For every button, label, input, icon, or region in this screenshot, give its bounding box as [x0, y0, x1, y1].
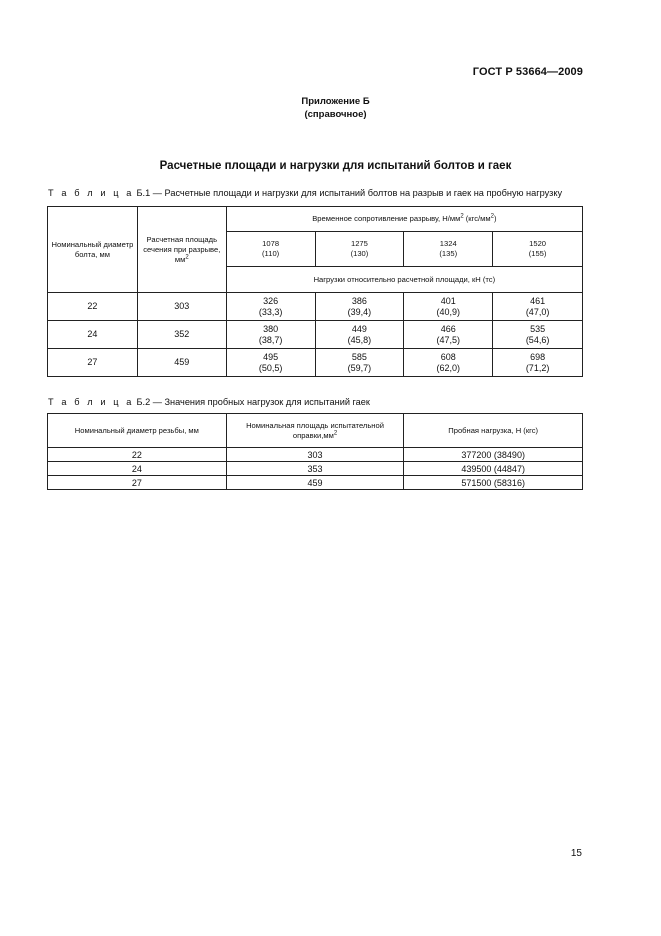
table1-cell-diameter: 24 [48, 321, 138, 349]
table2-header-diameter: Номинальный диаметр резьбы, мм [48, 414, 227, 448]
table1-caption [48, 188, 562, 198]
table-row [48, 476, 583, 490]
table1-cell-load: 608 (62,0) [404, 349, 493, 377]
table1-cell-load: 380 (38,7) [226, 321, 315, 349]
table2-cell-diameter: 24 [48, 462, 227, 476]
table1-cell-load: 495 (50,5) [226, 349, 315, 377]
table1-strength-cell: 1520 (155) [493, 232, 583, 267]
table2-cell-diameter: 27 [48, 476, 227, 490]
table-row [48, 349, 583, 377]
table2-cell-area: 353 [226, 462, 404, 476]
table1-header-strength: Временное сопротивление разрыву, $Н/мм^2$ $(кгс/мм^2)$ [226, 207, 582, 232]
table1-header-area: Расчетная площадь сечения при разрыве, $мм^2$ [137, 207, 226, 293]
table2-caption-prefix: Т а б л и ц а [48, 397, 134, 407]
appendix-heading [0, 95, 661, 121]
table1-cell-diameter: 27 [48, 349, 138, 377]
table2-caption [48, 397, 370, 407]
table2 [47, 413, 583, 490]
table2-header-area: Номинальная площадь испытательной $оправки,мм^2$ [226, 414, 404, 448]
table1-cell-area: 459 [137, 349, 226, 377]
table2-cell-load: 571500 (58316) [404, 476, 583, 490]
table1-caption-prefix: Т а б л и ц а [48, 188, 134, 198]
table1-strength-cell: 1324 (135) [404, 232, 493, 267]
table1-cell-diameter: 22 [48, 293, 138, 321]
table1-cell-load: 461 (47,0) [493, 293, 583, 321]
table1-caption-text: Б.1 — Расчетные площади и нагрузки для испытаний болтов на разрыв и гаек на пробную нагрузку [133, 188, 563, 198]
page-number: 15 [570, 848, 582, 859]
table1-cell-load: 326 (33,3) [226, 293, 315, 321]
table2-cell-load: 377200 (38490) [404, 448, 583, 462]
table-row [48, 448, 583, 462]
appendix-subtitle: (справочное) [304, 109, 367, 120]
table2-cell-area: 459 [226, 476, 404, 490]
table1-cell-area: 352 [137, 321, 226, 349]
table1-cell-load: 466 (47,5) [404, 321, 493, 349]
table1-cell-load: 585 (59,7) [315, 349, 404, 377]
table-row [48, 321, 583, 349]
table2-cell-load: 439500 (44847) [404, 462, 583, 476]
table2-cell-diameter: 22 [48, 448, 227, 462]
table2-cell-area: 303 [226, 448, 404, 462]
appendix-title: Приложение Б [301, 96, 370, 107]
section-title: Расчетные площади и нагрузки для испытаний болтов и гаек [159, 160, 512, 172]
table1-cell-load: 449 (45,8) [315, 321, 404, 349]
table-row [48, 293, 583, 321]
table1-cell-load: 535 (54,6) [493, 321, 583, 349]
table2-header-load: Пробная нагрузка, Н (кгс) [404, 414, 583, 448]
document-id: ГОСТ Р 53664—2009 [472, 66, 583, 78]
table2-caption-text: Б.2 — Значения пробных нагрузок для испытаний гаек [133, 397, 370, 407]
table1 [47, 206, 583, 377]
table1-header-diameter: Номинальный диаметр болта, мм [48, 207, 138, 293]
table1-cell-load: 386 (39,4) [315, 293, 404, 321]
table1-strength-cell: 1078 (110) [226, 232, 315, 267]
table1-cell-load: 698 (71,2) [493, 349, 583, 377]
table1-header-loads: Нагрузки относительно расчетной площади, кН (тс) [226, 267, 582, 293]
table-row [48, 462, 583, 476]
table1-strength-cell: 1275 (130) [315, 232, 404, 267]
table1-cell-area: 303 [137, 293, 226, 321]
table1-cell-load: 401 (40,9) [404, 293, 493, 321]
